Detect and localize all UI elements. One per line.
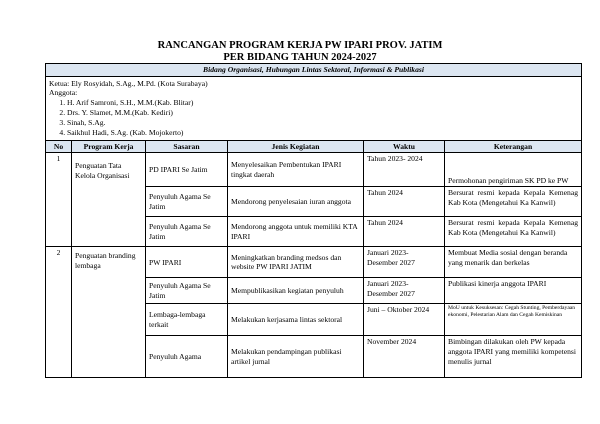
members-info xyxy=(46,76,582,140)
row-keterangan: Publikasi kinerja anggota IPARI xyxy=(445,278,582,304)
anggota-label: Anggota: xyxy=(49,88,78,98)
row-no: 1 xyxy=(46,153,72,247)
row-waktu: Januari 2023- Desember 2027 xyxy=(364,247,445,278)
row-jenis: Mendorong penyelesaian iuran anggota xyxy=(228,187,364,217)
row-waktu: Tahun 2023- 2024 xyxy=(364,153,445,187)
row-jenis: Melakukan kerjasama lintas sektoral xyxy=(228,304,364,336)
row-sasaran: Penyuluh Agama Se Jatim xyxy=(146,278,228,304)
row-jenis: Menyelesaikan Pembentukan IPARI tingkat daerah xyxy=(228,153,364,187)
row-jenis: Meningkatkan branding medsos dan website PW IPARI JATIM xyxy=(228,247,364,278)
row-sasaran: PW IPARI xyxy=(146,247,228,278)
row-jenis: Melakukan pendampingan publikasi artikel jurnal xyxy=(228,336,364,378)
header-no: No xyxy=(46,140,72,153)
program-table xyxy=(45,63,582,378)
row-waktu: Januari 2023- Desember 2027 xyxy=(364,278,445,304)
header-waktu: Waktu xyxy=(364,140,445,153)
row-no: 2 xyxy=(46,247,72,378)
document-title: RANCANGAN PROGRAM KERJA PW IPARI PROV. JATIM xyxy=(157,40,443,51)
table-row xyxy=(46,153,582,187)
row-waktu: Juni – Oktober 2024 xyxy=(364,304,445,336)
row-waktu: Tahun 2024 xyxy=(364,217,445,247)
row-keterangan: Membuat Media sosial dengan beranda yang menarik dan berkelas xyxy=(445,247,582,278)
row-sasaran: Penyuluh Agama Se Jatim xyxy=(146,217,228,247)
row-sasaran: Penyuluh Agama Se Jatim xyxy=(146,187,228,217)
row-program: Penguatan branding lembaga xyxy=(72,247,146,378)
row-jenis: Mempublikasikan kegiatan penyuluh xyxy=(228,278,364,304)
header-jenis: Jenis Kegiatan xyxy=(228,140,364,153)
header-sasaran: Sasaran xyxy=(146,140,228,153)
row-sasaran: Lembaga-lembaga terkait xyxy=(146,304,228,336)
anggota-item: 4. Saikhul Hadi, S.Ag. (Kab. Mojokerto) xyxy=(67,128,578,138)
row-keterangan: Permohonan pengiriman SK PD ke PW xyxy=(445,153,582,187)
ketua-text: Ketua: Ely Rosyidah, S.Ag., M.Pd. (Kota Surabaya) xyxy=(49,78,208,88)
document-subtitle: PER BIDANG TAHUN 2024-2027 xyxy=(223,52,377,63)
row-program: Penguatan Tata Kelola Organisasi xyxy=(72,153,146,247)
row-keterangan: Bersurat resmi kepada Kepala Kemenag Kab Kota (Mengetahui Ka Kanwil) xyxy=(445,187,582,217)
table-header xyxy=(46,140,582,153)
row-keterangan: MoU untuk Kesuksesan: Cegah Stunting, Pemberdayaan ekonomi, Pelestarian Alam dan Cegah Kemiskinan xyxy=(445,304,582,336)
header-keterangan: Keterangan xyxy=(445,140,582,153)
anggota-list xyxy=(49,98,578,138)
row-sasaran: PD IPARI Se Jatim xyxy=(146,153,228,187)
anggota-item: 2. Drs. Y. Slamet, M.M.(Kab. Kediri) xyxy=(67,108,578,118)
row-waktu: November 2024 xyxy=(364,336,445,378)
anggota-item: 3. Sinah, S.Ag. xyxy=(67,118,578,128)
row-jenis: Mendorong anggota untuk memiliki KTA IPARI xyxy=(228,217,364,247)
header-program: Program Kerja xyxy=(72,140,146,153)
anggota-item: 1. H. Arif Samroni, S.H., M.M.(Kab. Blitar) xyxy=(67,98,578,108)
row-keterangan: Bimbingan dilakukan oleh PW kepada anggota IPARI yang memiliki kompetensi menulis jurnal xyxy=(445,336,582,378)
section-title: Bidang Organisasi, Hubungan Lintas Sektoral, Informasi & Publikasi xyxy=(46,64,582,77)
row-keterangan: Bersurat resmi kepada Kepala Kemenag Kab Kota (Mengetahui Ka Kanwil) xyxy=(445,217,582,247)
row-sasaran: Penyuluh Agama xyxy=(146,336,228,378)
table-row xyxy=(46,247,582,278)
row-waktu: Tahun 2024 xyxy=(364,187,445,217)
